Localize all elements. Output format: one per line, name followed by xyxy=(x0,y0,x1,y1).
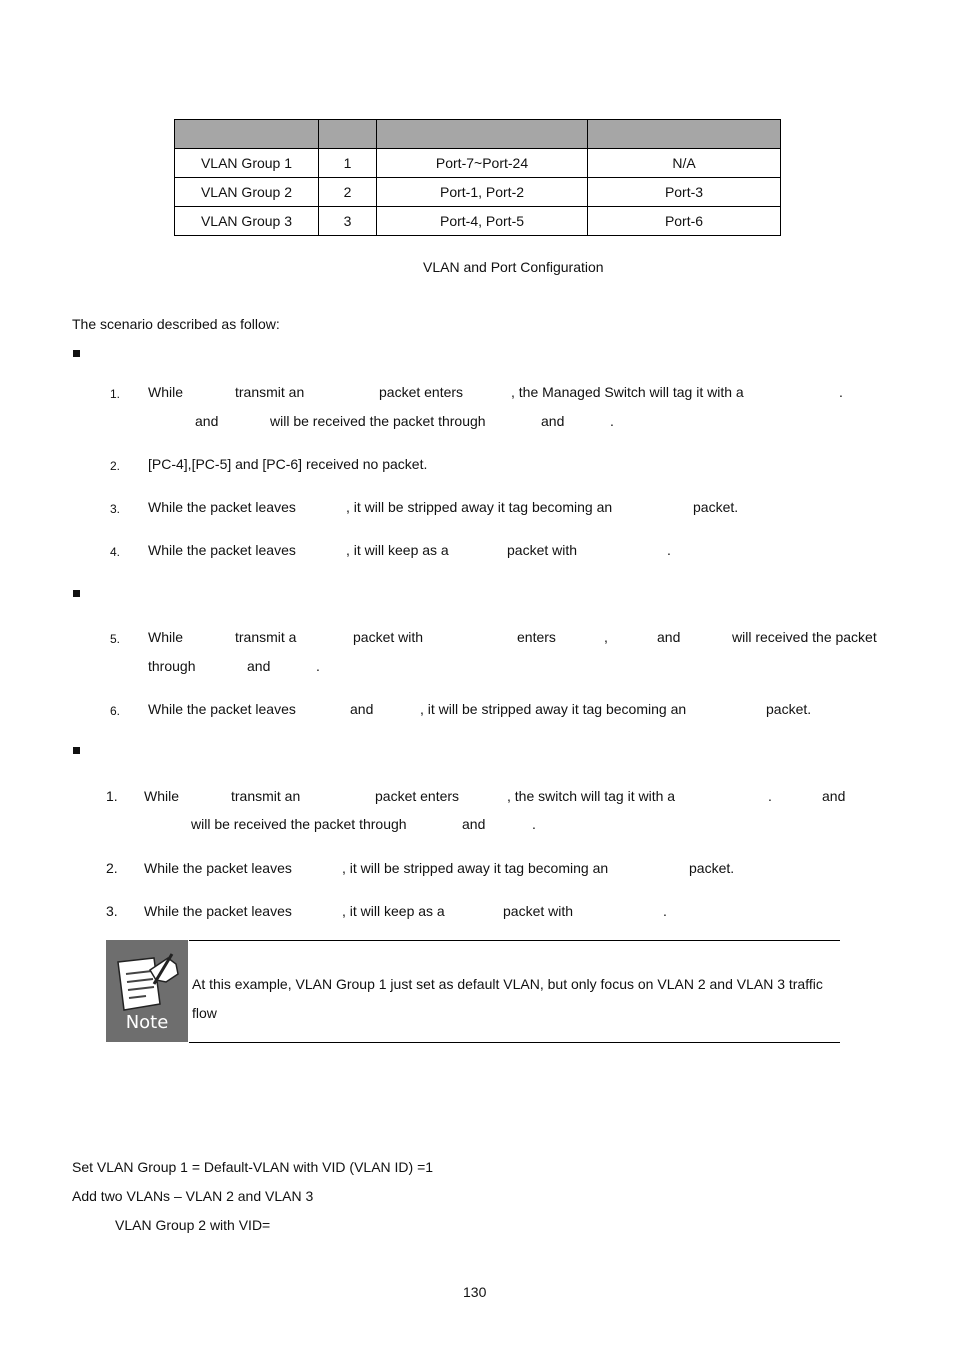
list-text: will be received the packet through xyxy=(270,413,486,429)
list-text: While the packet leaves xyxy=(148,701,296,717)
bullet-marker xyxy=(73,350,80,357)
list-text: transmit an xyxy=(231,788,301,804)
list-text: While xyxy=(148,629,184,645)
table-row xyxy=(175,149,781,178)
list-text: , it will keep as a xyxy=(342,903,445,919)
list-text: packet enters xyxy=(375,788,460,804)
list-text: . xyxy=(663,903,667,919)
list-text: . xyxy=(839,384,843,400)
list-text: and xyxy=(822,788,846,804)
list-text: . xyxy=(667,542,671,558)
table-cell: N/A xyxy=(588,149,781,178)
list-text: and xyxy=(462,816,486,832)
list-number: 1. xyxy=(106,788,118,804)
table-cell: VLAN Group 3 xyxy=(175,207,319,236)
table-cell: Port-3 xyxy=(588,178,781,207)
setup-line-2: Add two VLANs – VLAN 2 and VLAN 3 xyxy=(72,1188,314,1204)
table-cell: Port-7~Port-24 xyxy=(377,149,588,178)
note-text-line-1: At this example, VLAN Group 1 just set as default VLAN, but only focus on VLAN 2 and VLAN 3 traffic xyxy=(192,976,823,992)
list-number: 2. xyxy=(110,459,121,473)
table-cell: 2 xyxy=(319,178,377,207)
list-text: , it will keep as a xyxy=(346,542,449,558)
table-cell: 3 xyxy=(319,207,377,236)
list-text: [PC-4],[PC-5] and [PC-6] received no packet. xyxy=(148,456,428,472)
note-text-line-2: flow xyxy=(192,1005,217,1021)
list-number: 3. xyxy=(106,903,118,919)
list-text: will received the packet xyxy=(732,629,877,645)
list-number: 6. xyxy=(110,704,121,718)
list-text: and xyxy=(195,413,219,429)
list-text: packet with xyxy=(507,542,578,558)
list-number: 2. xyxy=(106,860,118,876)
table-header-cell xyxy=(588,120,781,149)
list-text: , the switch will tag it with a xyxy=(507,788,676,804)
list-text: and xyxy=(541,413,565,429)
note-bottom-rule xyxy=(189,1042,840,1043)
list-number: 1. xyxy=(110,387,121,401)
table-header-cell xyxy=(377,120,588,149)
bullet-marker xyxy=(73,590,80,597)
list-text: While the packet leaves xyxy=(144,860,292,876)
table-header-cell xyxy=(319,120,377,149)
list-text: transmit an xyxy=(235,384,305,400)
table-cell: Port-4, Port-5 xyxy=(377,207,588,236)
list-text: . xyxy=(532,816,536,832)
setup-line-1: Set VLAN Group 1 = Default-VLAN with VID (VLAN ID) =1 xyxy=(72,1159,434,1175)
bullet-marker xyxy=(73,747,80,754)
list-text: and xyxy=(350,701,374,717)
list-text: will be received the packet through xyxy=(191,816,407,832)
list-text: . xyxy=(316,658,320,674)
list-number: 5. xyxy=(110,632,121,646)
note-icon xyxy=(106,940,188,1042)
list-text: packet. xyxy=(766,701,812,717)
vlan-config-table xyxy=(174,119,781,236)
note-icon-label: Note xyxy=(125,1012,169,1033)
list-text: . xyxy=(610,413,614,429)
list-text: packet with xyxy=(503,903,574,919)
intro-text: The scenario described as follow: xyxy=(72,316,280,332)
table-cell: VLAN Group 1 xyxy=(175,149,319,178)
table-header-row xyxy=(175,120,781,149)
table-cell: VLAN Group 2 xyxy=(175,178,319,207)
note-top-rule xyxy=(189,940,840,941)
list-text: While the packet leaves xyxy=(148,499,296,515)
list-text: . xyxy=(768,788,772,804)
table-cell: Port-1, Port-2 xyxy=(377,178,588,207)
list-text: packet. xyxy=(689,860,735,876)
list-text: While the packet leaves xyxy=(148,542,296,558)
table-caption: VLAN and Port Configuration xyxy=(423,259,604,275)
list-text: and xyxy=(247,658,271,674)
list-text: and xyxy=(657,629,681,645)
list-text: transmit a xyxy=(235,629,297,645)
list-text: packet enters xyxy=(379,384,464,400)
page-number: 130 xyxy=(463,1284,487,1300)
table-cell: Port-6 xyxy=(588,207,781,236)
list-text: , it will be stripped away it tag becoming an xyxy=(342,860,609,876)
list-text: through xyxy=(148,658,196,674)
list-text: While the packet leaves xyxy=(144,903,292,919)
list-text: enters xyxy=(517,629,556,645)
list-text: packet with xyxy=(353,629,424,645)
list-text: packet. xyxy=(693,499,739,515)
table-cell: 1 xyxy=(319,149,377,178)
list-text: , the Managed Switch will tag it with a xyxy=(511,384,744,400)
list-text: , it will be stripped away it tag becoming an xyxy=(346,499,613,515)
table-row xyxy=(175,207,781,236)
table-row xyxy=(175,178,781,207)
setup-line-3: VLAN Group 2 with VID= xyxy=(115,1217,271,1233)
list-text: While xyxy=(148,384,184,400)
list-number: 3. xyxy=(110,502,121,516)
list-text: While xyxy=(144,788,180,804)
list-text: , xyxy=(604,629,608,645)
table-header-cell xyxy=(175,120,319,149)
list-text: , it will be stripped away it tag becoming an xyxy=(420,701,687,717)
list-number: 4. xyxy=(110,545,121,559)
